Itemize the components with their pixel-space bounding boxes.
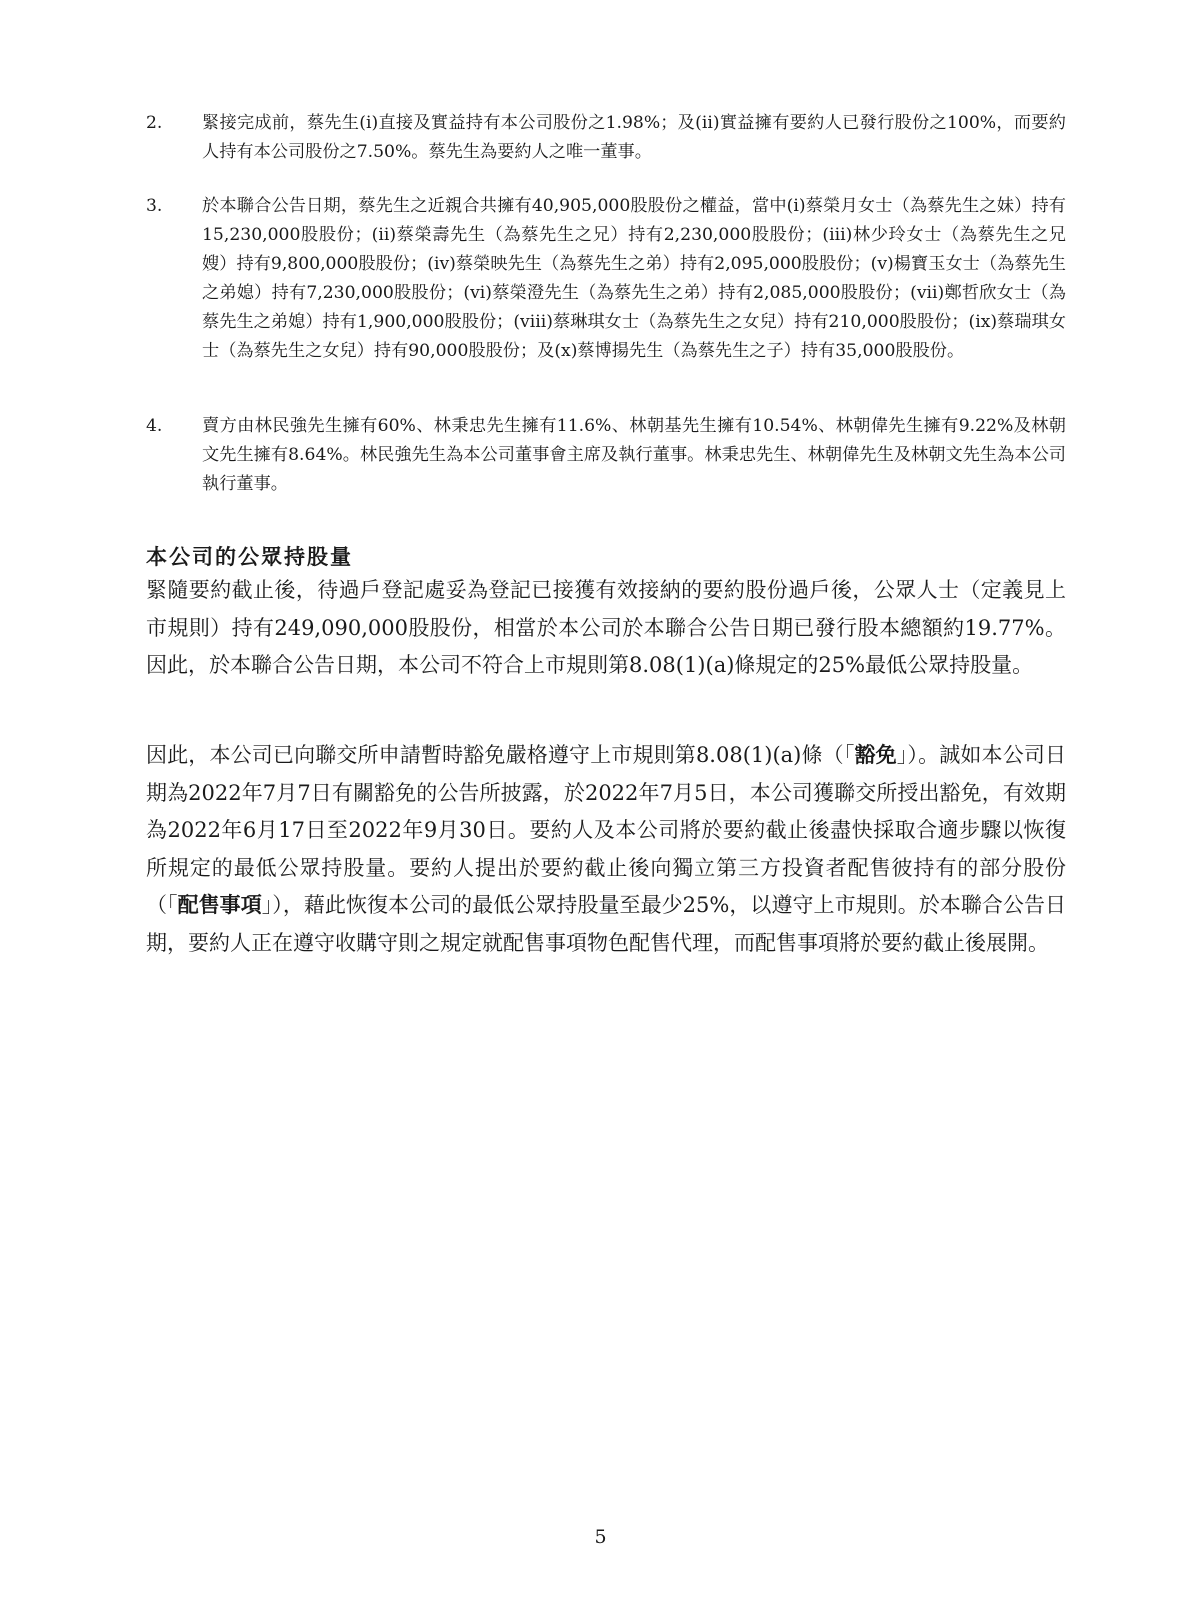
body-paragraph-1: 緊隨要約截止後，待過戶登記處妥為登記已接獲有效接納的要約股份過戶後，公眾人士（定義見上市規則）持有249,090,000股股份，相當於本公司於本聯合公告日期已發行股本總額約19.77%。因此，於本聯合公告日期，本公司不符合上市規則第8.08(1)(a)條規定的25%最低公眾持股量。 xyxy=(146,578,1066,677)
body-paragraph-2 xyxy=(146,737,1066,962)
paragraph-text: 」），藉此恢復本公司的最低公眾持股量至最少25%，以遵守上市規則。於本聯合公告日期，要約人正在遵守收購守則之規定就配售事項物色配售代理，而配售事項將於要約截止後展開。 xyxy=(146,893,1066,955)
page-number: 5 xyxy=(594,1526,607,1548)
paragraph-text: 因此，本公司已向聯交所申請暫時豁免嚴格遵守上市規則第8.08(1)(a)條（「 xyxy=(146,743,855,767)
note-text: 賣方由林民強先生擁有60%、林秉忠先生擁有11.6%、林朝基先生擁有10.54%、林朝偉先生擁有9.22%及林朝文先生擁有8.64%。林民強先生為本公司董事會主席及執行董事。林秉忠先生、林朝偉先生及林朝文先生為本公司執行董事。 xyxy=(202,416,1066,494)
note-item-3 xyxy=(146,192,1066,366)
note-item-2 xyxy=(146,109,1066,167)
defined-term-placing: 配售事項 xyxy=(177,893,262,917)
note-number: 4. xyxy=(146,416,163,436)
section-heading: 本公司的公眾持股量 xyxy=(146,545,353,569)
note-number: 3. xyxy=(146,196,163,216)
note-item-4 xyxy=(146,412,1066,499)
defined-term-waiver: 豁免 xyxy=(854,743,897,767)
note-number: 2. xyxy=(146,113,163,133)
paragraph-text: 」）。誠如本公司日期為2022年7月7日有關豁免的公告所披露，於2022年7月5日，本公司獲聯交所授出豁免，有效期為2022年6月17日至2022年9月30日。要約人及本公司將於要約截止後盡快採取合適步驟以恢復所規定的最低公眾持股量。要約人提出於要約截止後向獨立第三方投資者配售彼持有的部分股份（「 xyxy=(146,743,1066,917)
note-text: 於本聯合公告日期，蔡先生之近親合共擁有40,905,000股股份之權益，當中(i)蔡榮月女士（為蔡先生之妹）持有15,230,000股股份；(ii)蔡榮壽先生（為蔡先生之兄）持有2,230,000股股份；(iii)林少玲女士（為蔡先生之兄嫂）持有9,800,000股股份；(iv)蔡榮映先生（為蔡先生之弟）持有2,095,000股股份；(v)楊寶玉女士（為蔡先生之弟媳）持有7,230,000股股份；(vi)蔡榮澄先生（為蔡先生之弟）持有2,085,000股股份；(vii)鄭哲欣女士（為蔡先生之弟媳）持有1,900,000股股份；(viii)蔡琳琪女士（為蔡先生之女兒）持有210,000股股份；(ix)蔡瑞琪女士（為蔡先生之女兒）持有90,000股股份；及(x)蔡博揚先生（為蔡先生之子）持有35,000股股份。 xyxy=(202,196,1066,361)
note-text: 緊接完成前，蔡先生(i)直接及實益持有本公司股份之1.98%；及(ii)實益擁有要約人已發行股份之100%，而要約人持有本公司股份之7.50%。蔡先生為要約人之唯一董事。 xyxy=(202,113,1066,162)
